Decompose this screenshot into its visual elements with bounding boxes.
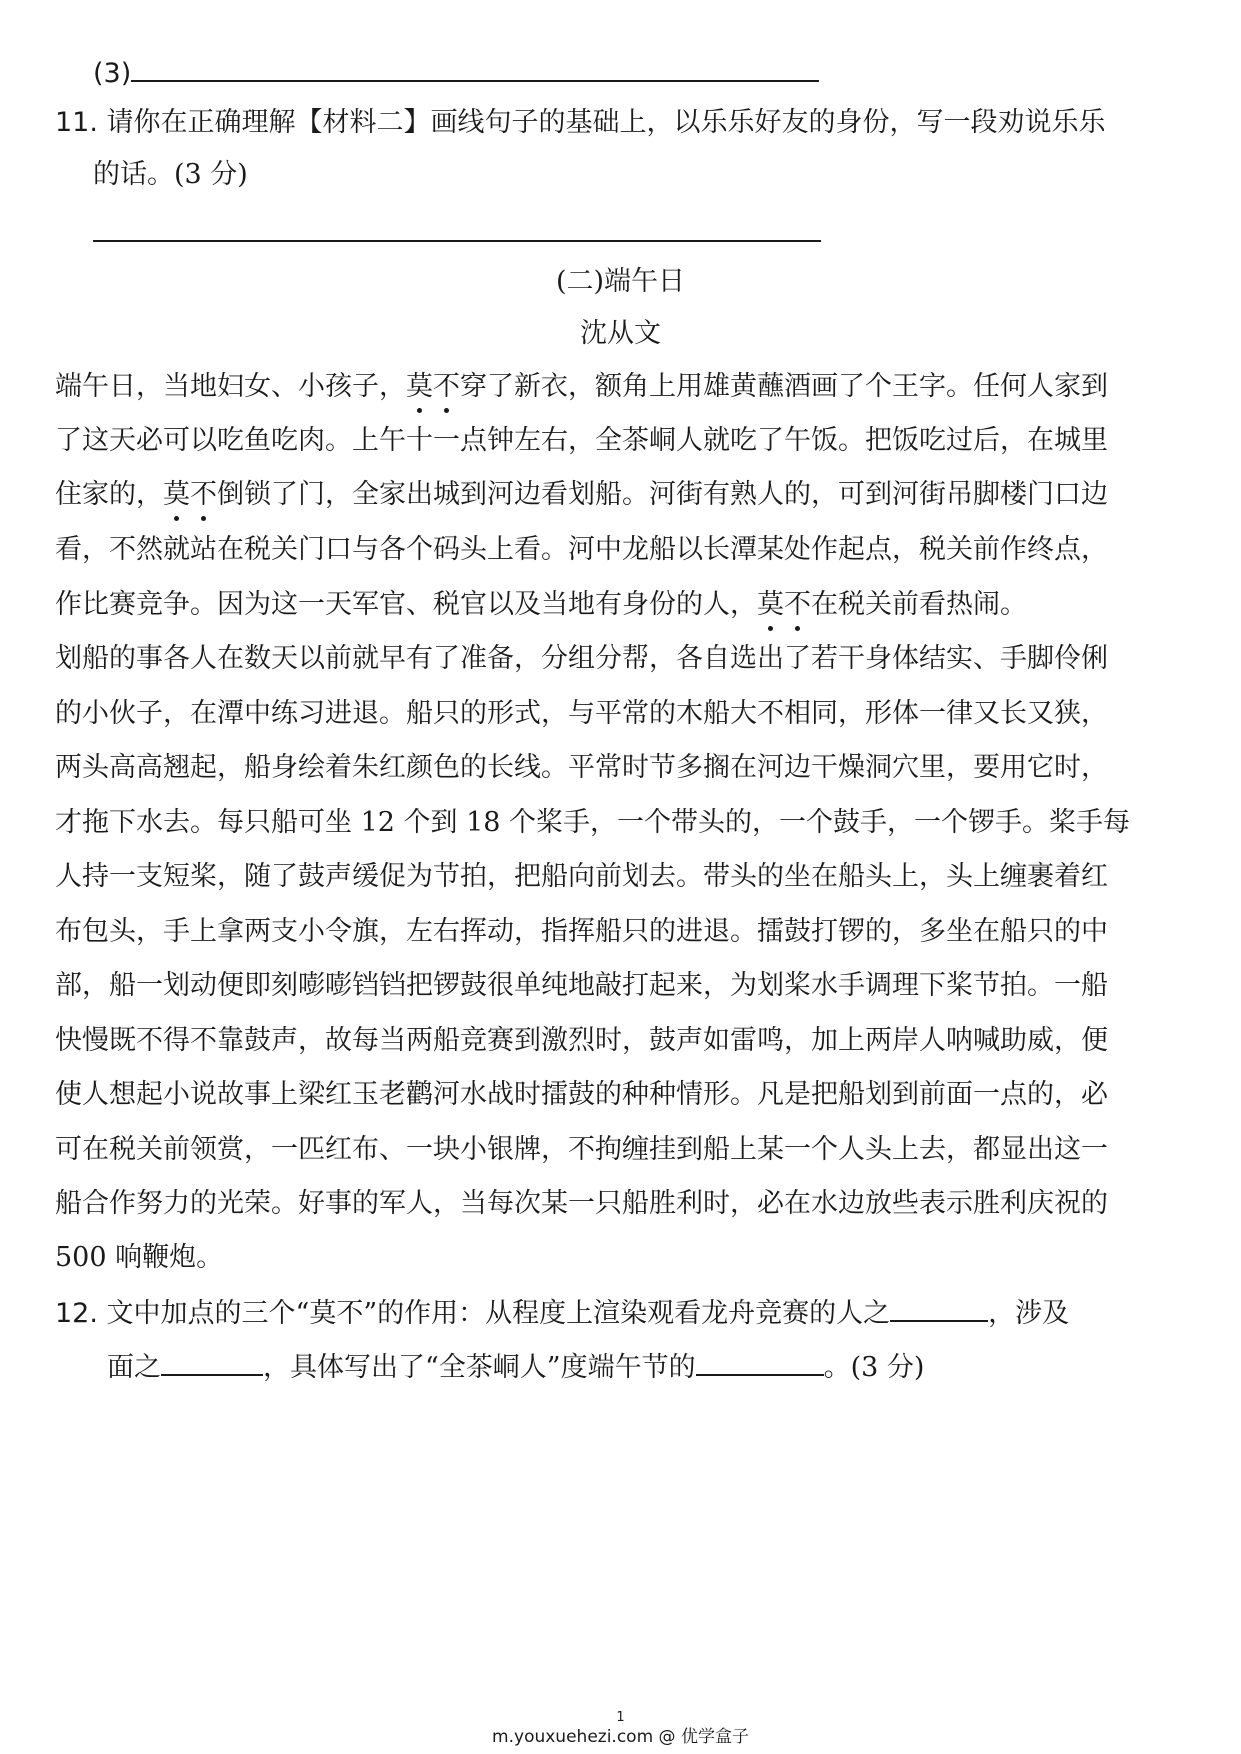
passage-p2-line2: 的小伙子，在潭中练习进退。船只的形式，与平常的木船大不相同，形体一律又长又狭， bbox=[55, 698, 1108, 729]
emphasis-mo-2: 莫 bbox=[163, 479, 190, 510]
passage-p1-line1 bbox=[55, 370, 1108, 404]
q11-number: 11. bbox=[55, 107, 98, 138]
p1-l1-text-a: 端午日，当地妇女、小孩子， bbox=[55, 371, 406, 402]
q12-line2 bbox=[107, 1350, 924, 1385]
section-author: 沈从文 bbox=[580, 318, 661, 349]
q12-blank-3[interactable] bbox=[696, 1350, 824, 1376]
footer-site: m.youxuehezi.com @ 优学盒子 bbox=[492, 1727, 749, 1747]
passage-p1-line2: 了这天必可以吃鱼吃肉。上午十一点钟左右，全茶峒人就吃了午饭。把饭吃过后，在城里 bbox=[55, 425, 1108, 456]
passage-p2-line9: 使人想起小说故事上梁红玉老鹳河水战时擂鼓的种种情形。凡是把船划到前面一点的，必 bbox=[55, 1079, 1108, 1110]
q12-text-line2-mid: ，具体写出了“全茶峒人”度端午节的 bbox=[263, 1352, 696, 1383]
q12-text-line2-start: 面之 bbox=[107, 1352, 161, 1383]
page-number: 1 bbox=[616, 1710, 625, 1725]
passage-p2-line6: 布包头，手上拿两支小令旗，左右挥动，指挥船只的进退。擂鼓打锣的，多坐在船只的中 bbox=[55, 916, 1108, 947]
p1-l5-text-b: 在税关前看热闹。 bbox=[811, 589, 1027, 620]
q10-item3 bbox=[93, 54, 819, 91]
p1-l3-text-b: 倒锁了门，全家出城到河边看划船。河街有熟人的，可到河街吊脚楼门口边 bbox=[217, 479, 1108, 510]
passage-p2-line4: 才拖下水去。每只船可坐 12 个到 18 个桨手，一个带头的，一个鼓手，一个锣手。桨手每 bbox=[55, 807, 1131, 838]
q12-line1 bbox=[55, 1296, 1069, 1331]
emphasis-bu-2: 不 bbox=[190, 479, 217, 510]
q11-line1 bbox=[55, 106, 1106, 140]
q12-number: 12. bbox=[55, 1298, 98, 1329]
p1-l3-text-a: 住家的， bbox=[55, 479, 163, 510]
passage-p2-line8: 快慢既不得不靠鼓声，故每当两船竞赛到激烈时，鼓声如雷鸣，加上两岸人呐喊助威，便 bbox=[55, 1025, 1108, 1056]
q11-text-line1: 请你在正确理解【材料二】画线句子的基础上，以乐乐好友的身份，写一段劝说乐乐 bbox=[106, 107, 1106, 138]
passage-p1-line5 bbox=[55, 588, 1027, 622]
q10-item3-answer-line[interactable] bbox=[131, 54, 819, 82]
q11-text-line2: 的话。(3 分) bbox=[93, 159, 248, 190]
q11-answer-line[interactable] bbox=[93, 214, 821, 242]
emphasis-bu-1: 不 bbox=[433, 371, 460, 402]
passage-p2-line1: 划船的事各人在数天以前就早有了准备，分组分帮，各自选出了若干身体结实、手脚伶俐 bbox=[55, 643, 1108, 674]
passage-p1-line3 bbox=[55, 478, 1108, 512]
q12-blank-1[interactable] bbox=[890, 1296, 988, 1322]
emphasis-mo-1: 莫 bbox=[406, 371, 433, 402]
emphasis-bu-3: 不 bbox=[784, 589, 811, 620]
p1-l1-text-b: 穿了新衣，额角上用雄黄蘸酒画了个王字。任何人家到 bbox=[460, 371, 1108, 402]
q12-text-line1-end: ，涉及 bbox=[988, 1298, 1070, 1329]
passage-p2-line11: 船合作努力的光荣。好事的军人，当每次某一只船胜利时，必在水边放些表示胜利庆祝的 bbox=[55, 1188, 1108, 1219]
passage-p2-line3: 两头高高翘起，船身绘着朱红颜色的长线。平常时节多搁在河边干燥洞穴里，要用它时， bbox=[55, 752, 1108, 783]
q12-blank-2[interactable] bbox=[161, 1350, 263, 1376]
passage-p1-line4: 看，不然就站在税关门口与各个码头上看。河中龙船以长潭某处作起点，税关前作终点， bbox=[55, 534, 1108, 565]
passage-p2-line7: 部，船一划动便即刻嘭嘭铛铛把锣鼓很单纯地敲打起来，为划桨水手调理下桨节拍。一船 bbox=[55, 970, 1108, 1001]
q11-line2 bbox=[93, 158, 248, 192]
section-title: (二)端午日 bbox=[555, 266, 686, 297]
q12-text-line2-end: 。(3 分) bbox=[823, 1352, 925, 1383]
emphasis-mo-3: 莫 bbox=[757, 589, 784, 620]
passage-p2-line5: 人持一支短桨，随了鼓声缓促为节拍，把船向前划去。带头的坐在船头上，头上缠裹着红 bbox=[55, 861, 1108, 892]
passage-p2-line12: 500 响鞭炮。 bbox=[55, 1242, 224, 1273]
p1-l5-text-a: 作比赛竞争。因为这一天军官、税官以及当地有身份的人， bbox=[55, 589, 757, 620]
q12-text-line1: 文中加点的三个“莫不”的作用：从程度上渲染观看龙舟竞赛的人之 bbox=[106, 1298, 891, 1329]
passage-p2-line10: 可在税关前领赏，一匹红布、一块小银牌，不拘缠挂到船上某一个人头上去，都显出这一 bbox=[55, 1134, 1108, 1165]
q11-answer-line-row bbox=[93, 214, 821, 251]
q10-item3-label: (3) bbox=[93, 58, 132, 89]
